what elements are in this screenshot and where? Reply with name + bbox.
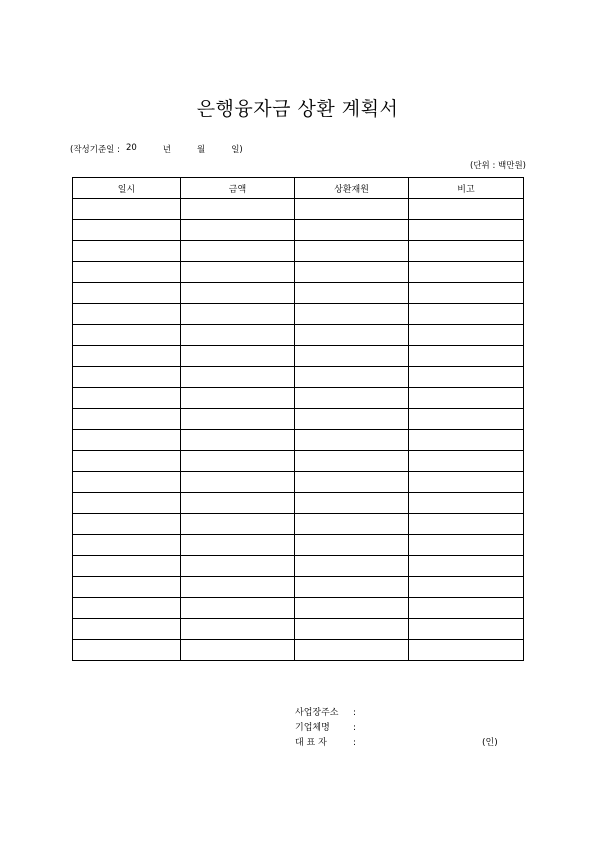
table-cell[interactable] (295, 325, 409, 346)
table-cell[interactable] (295, 577, 409, 598)
header-repayment-source: 상환재원 (295, 178, 409, 199)
table-cell[interactable] (295, 199, 409, 220)
table-cell[interactable] (409, 199, 524, 220)
table-cell[interactable] (181, 262, 295, 283)
table-cell[interactable] (409, 430, 524, 451)
basis-day-label: 일) (231, 145, 243, 155)
table-cell[interactable] (295, 367, 409, 388)
table-row (73, 556, 524, 577)
colon: : (353, 723, 357, 733)
table-cell[interactable] (295, 346, 409, 367)
table-row (73, 241, 524, 262)
unit-label: (단위 : 백만원) (470, 161, 526, 171)
colon: : (353, 738, 357, 748)
table-cell[interactable] (409, 514, 524, 535)
colon: : (353, 708, 357, 718)
table-cell[interactable] (181, 493, 295, 514)
table-header-row (73, 178, 524, 199)
table-cell[interactable] (409, 283, 524, 304)
basis-year-value: 20 (125, 143, 137, 153)
table-row (73, 598, 524, 619)
table-cell[interactable] (295, 619, 409, 640)
basis-date-line (70, 143, 243, 155)
table-row (73, 430, 524, 451)
table-row (73, 262, 524, 283)
table-row (73, 451, 524, 472)
table-cell[interactable] (181, 283, 295, 304)
table-cell[interactable] (73, 241, 181, 262)
table-cell[interactable] (73, 409, 181, 430)
table-cell[interactable] (73, 640, 181, 661)
table-cell[interactable] (73, 556, 181, 577)
table-cell[interactable] (181, 430, 295, 451)
table-row (73, 577, 524, 598)
table-row (73, 535, 524, 556)
table-cell[interactable] (73, 220, 181, 241)
table-cell[interactable] (295, 556, 409, 577)
table-cell[interactable] (181, 409, 295, 430)
table-cell[interactable] (295, 304, 409, 325)
table-cell[interactable] (409, 619, 524, 640)
table-cell[interactable] (181, 346, 295, 367)
table-cell[interactable] (295, 493, 409, 514)
table-row (73, 472, 524, 493)
table-row (73, 199, 524, 220)
table-cell[interactable] (295, 283, 409, 304)
table-cell[interactable] (181, 472, 295, 493)
table-cell[interactable] (295, 598, 409, 619)
table-cell[interactable] (181, 367, 295, 388)
table-cell[interactable] (409, 241, 524, 262)
table-cell[interactable] (409, 577, 524, 598)
table-cell[interactable] (181, 514, 295, 535)
table-cell[interactable] (73, 535, 181, 556)
table-cell[interactable] (295, 388, 409, 409)
table-row (73, 409, 524, 430)
table-cell[interactable] (73, 598, 181, 619)
table-cell[interactable] (181, 535, 295, 556)
document-title: 은행융자금 상환 계획서 (196, 98, 399, 120)
company-name-label: 기업체명 (295, 723, 330, 733)
table-cell[interactable] (409, 598, 524, 619)
table-cell[interactable] (295, 472, 409, 493)
table-body (73, 199, 524, 661)
table-cell[interactable] (409, 346, 524, 367)
table-cell[interactable] (181, 556, 295, 577)
repayment-table (72, 177, 524, 661)
table-cell[interactable] (73, 367, 181, 388)
table-cell[interactable] (73, 577, 181, 598)
table-cell[interactable] (409, 535, 524, 556)
table-cell[interactable] (295, 220, 409, 241)
table-cell[interactable] (295, 640, 409, 661)
table-cell[interactable] (181, 220, 295, 241)
table-cell[interactable] (295, 430, 409, 451)
table-cell[interactable] (73, 346, 181, 367)
table-cell[interactable] (181, 388, 295, 409)
table-cell[interactable] (73, 388, 181, 409)
table-cell[interactable] (73, 472, 181, 493)
table-cell[interactable] (295, 514, 409, 535)
table-cell[interactable] (295, 241, 409, 262)
table-cell[interactable] (409, 451, 524, 472)
table-cell[interactable] (409, 220, 524, 241)
table-cell[interactable] (181, 640, 295, 661)
basis-year-label: 년 (162, 145, 171, 155)
table-cell[interactable] (295, 262, 409, 283)
table-cell[interactable] (409, 556, 524, 577)
table-cell[interactable] (409, 640, 524, 661)
table-cell[interactable] (181, 577, 295, 598)
basis-date-label: (작성기준일 : (70, 145, 120, 155)
table-cell[interactable] (73, 514, 181, 535)
table-cell[interactable] (409, 367, 524, 388)
table-cell[interactable] (73, 262, 181, 283)
header-date: 일시 (73, 178, 181, 199)
table-cell[interactable] (73, 451, 181, 472)
table-cell[interactable] (73, 199, 181, 220)
table-cell[interactable] (295, 535, 409, 556)
basis-month-label: 월 (196, 145, 206, 155)
table-row (73, 325, 524, 346)
table-cell[interactable] (409, 409, 524, 430)
table-row (73, 367, 524, 388)
table-cell[interactable] (73, 430, 181, 451)
header-amount: 금액 (181, 178, 295, 199)
table-cell[interactable] (73, 493, 181, 514)
table-cell[interactable] (181, 598, 295, 619)
table-cell[interactable] (181, 199, 295, 220)
table-row (73, 304, 524, 325)
table-cell[interactable] (409, 304, 524, 325)
table-cell[interactable] (73, 283, 181, 304)
table-row (73, 283, 524, 304)
table-row (73, 220, 524, 241)
table-cell[interactable] (181, 241, 295, 262)
signature-block (295, 706, 498, 751)
business-address-label: 사업장주소 (295, 708, 339, 718)
table-cell[interactable] (181, 325, 295, 346)
representative-label: 대 표 자 (295, 738, 327, 748)
table-row (73, 346, 524, 367)
header-remarks: 비고 (409, 178, 524, 199)
table-cell[interactable] (73, 304, 181, 325)
table-cell[interactable] (295, 409, 409, 430)
table-row (73, 514, 524, 535)
table-cell[interactable] (73, 619, 181, 640)
table-cell[interactable] (409, 325, 524, 346)
seal-mark: (인) (482, 738, 498, 748)
table-row (73, 493, 524, 514)
table-cell[interactable] (409, 472, 524, 493)
table-cell[interactable] (73, 325, 181, 346)
table-row (73, 640, 524, 661)
table-cell[interactable] (295, 451, 409, 472)
table-row (73, 619, 524, 640)
table-cell[interactable] (181, 304, 295, 325)
table-cell[interactable] (409, 262, 524, 283)
table-cell[interactable] (409, 493, 524, 514)
table-cell[interactable] (181, 619, 295, 640)
table-cell[interactable] (181, 451, 295, 472)
table-cell[interactable] (409, 388, 524, 409)
table-row (73, 388, 524, 409)
